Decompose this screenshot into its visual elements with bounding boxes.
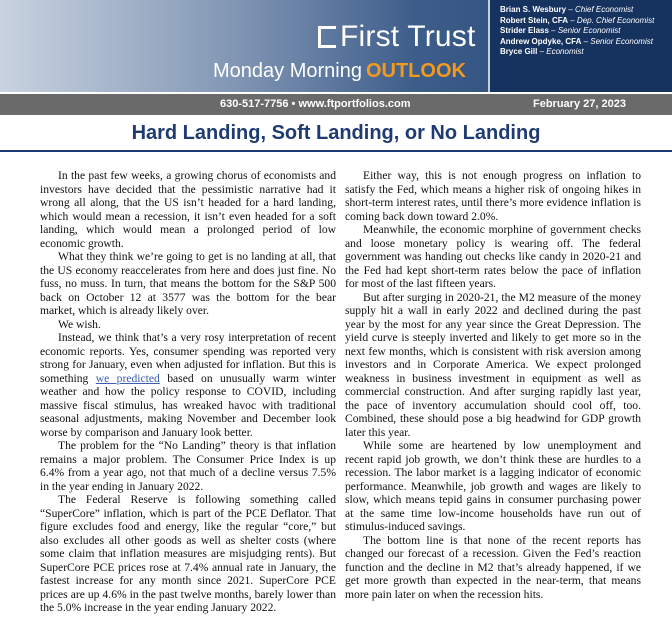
paragraph xyxy=(40,331,336,439)
paragraph: In the past few weeks, a growing chorus of economists and investors have decided that the pessimistic narrative had it wrong all along, that the US isn’t headed for a hard landing, which would mean a recession, it isn’t even headed for a soft landing, which would mean a prolonged period of low economic growth. xyxy=(40,169,336,250)
phone-web: 630-517-7756 • www.ftportfolios.com xyxy=(220,98,411,110)
article-title: Hard Landing, Soft Landing, or No Landing xyxy=(131,122,541,144)
staff-name: Bryce Gill xyxy=(500,47,538,57)
staff-row: Bryce Gill – Economist xyxy=(500,47,584,57)
we-predicted-link[interactable]: we predicted xyxy=(95,371,160,385)
contact-bar xyxy=(0,94,672,115)
first-trust-logo xyxy=(318,18,476,56)
staff-name: Brian S. Wesbury xyxy=(500,5,567,14)
series-highlight: OUTLOOK xyxy=(365,60,466,82)
paragraph: What they think we’re going to get is no landing at all, that the US economy reaccelerates from here and does just fine. No fuss, no muss. In turn, that means the bottom for the S&P 500 back on October 12 at 3577 was the bottom for the bear market, which is already likely over. xyxy=(40,250,336,317)
paragraph: Either way, this is not enough progress on inflation to satisfy the Fed, which means a higher risk of ongoing hikes in short-term interest rates, until there’s more evidence inflation is coming back down toward 2.0%. xyxy=(345,169,641,223)
staff-title: Dep. Chief Economist xyxy=(576,15,655,25)
paragraph: The problem for the “No Landing” theory is that inflation remains a major problem. The Consumer Price Index is up 6.4% from a year ago, not that much of a decline versus 7.5% in the year ending in January 2022. xyxy=(40,439,336,493)
paragraph-text: based on unusually warm winter weather and how the policy response to COVID, including massive fiscal stimulus, has wreaked havoc with traditional seasonal adjustments, making November and December look worse by comparison and January look better. xyxy=(40,371,336,439)
staff-row: Strider Elass – Senior Economist xyxy=(500,26,621,36)
staff-name: Andrew Opdyke, CFA xyxy=(500,36,582,46)
left-column xyxy=(40,169,336,615)
paragraph-text: Instead, we think that’s a very rosy interpretation of recent economic reports. Yes, consumer spending was reported very strong for January, even when adjusted for inflation. But this is something xyxy=(40,331,336,385)
series-title-text: Monday Morning xyxy=(213,60,362,82)
title-rule xyxy=(0,150,672,152)
staff-row: Brian S. Wesbury – Chief Economist xyxy=(500,5,634,14)
paragraph: Meanwhile, the economic morphine of government checks and loose monetary policy is wearing off. The federal government was handing out checks like candy in 2020-21 and the Fed had kept short-term rates below the pace of inflation for most of the last fifteen years. xyxy=(345,223,641,290)
staff-row: Robert Stein, CFA – Dep. Chief Economist xyxy=(500,15,655,25)
staff-title: Senior Economist xyxy=(590,36,653,46)
staff-name: Robert Stein, CFA xyxy=(500,15,569,25)
series-title xyxy=(213,60,466,83)
staff-title: Senior Economist xyxy=(557,26,621,36)
staff-title: Economist xyxy=(546,47,584,57)
paragraph: We wish. xyxy=(58,317,101,331)
paragraph: While some are heartened by low unemployment and recent rapid job growth, we don’t think these are hurdles to a recession. The labor market is a lagging indicator of economic performance. Meanwhile, job growth and wages are likely to slow, which means tepid gains in consumer purchasing power at the same time low-income households have run out of stimulus-induced savings. xyxy=(345,439,641,533)
staff-list xyxy=(488,0,672,92)
staff-name: Strider Elass xyxy=(500,26,549,36)
logo-text: First Trust xyxy=(340,20,476,53)
logo-mark-icon xyxy=(318,26,336,48)
right-column xyxy=(345,169,641,601)
issue-date: February 27, 2023 xyxy=(533,98,626,110)
paragraph: The bottom line is that none of the recent reports has changed our forecast of a recession. Given the Fed’s reaction function and the decline in M2 that’s already happened, if we get more growth than expected in the near-term, that means more pain later on when the recession hits. xyxy=(345,533,641,601)
paragraph: The Federal Reserve is following something called “SuperCore” inflation, which is part of the PCE Deflator. That figure excludes food and energy, like the regular “core,” but also excludes all other goods as well as shelter costs (where some claim that inflation measures are misjudging rents). But SuperCore PCE prices rose at 7.4% annual rate in January, the fastest increase for any month since 2021. SuperCore PCE prices are up 4.6% in the past twelve months, barely lower than the 5.0% increase in the year ending January 2022. xyxy=(40,493,336,614)
staff-title: Chief Economist xyxy=(575,5,634,14)
paragraph: But after surging in 2020-21, the M2 measure of the money supply hit a wall in early 2022 and declined during the past year by the most for any year since the Great Depression. The yield curve is steeply inverted and likely to get more so in the next few months, which is consistent with risk aversion among investors and in Corporate America. We expect prolonged weakness in business investment in equipment as well as commercial construction. And after surging rapidly last year, the pace of inventory accumulation should cool off, too. Combined, these should pose a big headwind for GDP growth later this year. xyxy=(345,290,641,439)
staff-row: Andrew Opdyke, CFA – Senior Economist xyxy=(500,36,653,46)
